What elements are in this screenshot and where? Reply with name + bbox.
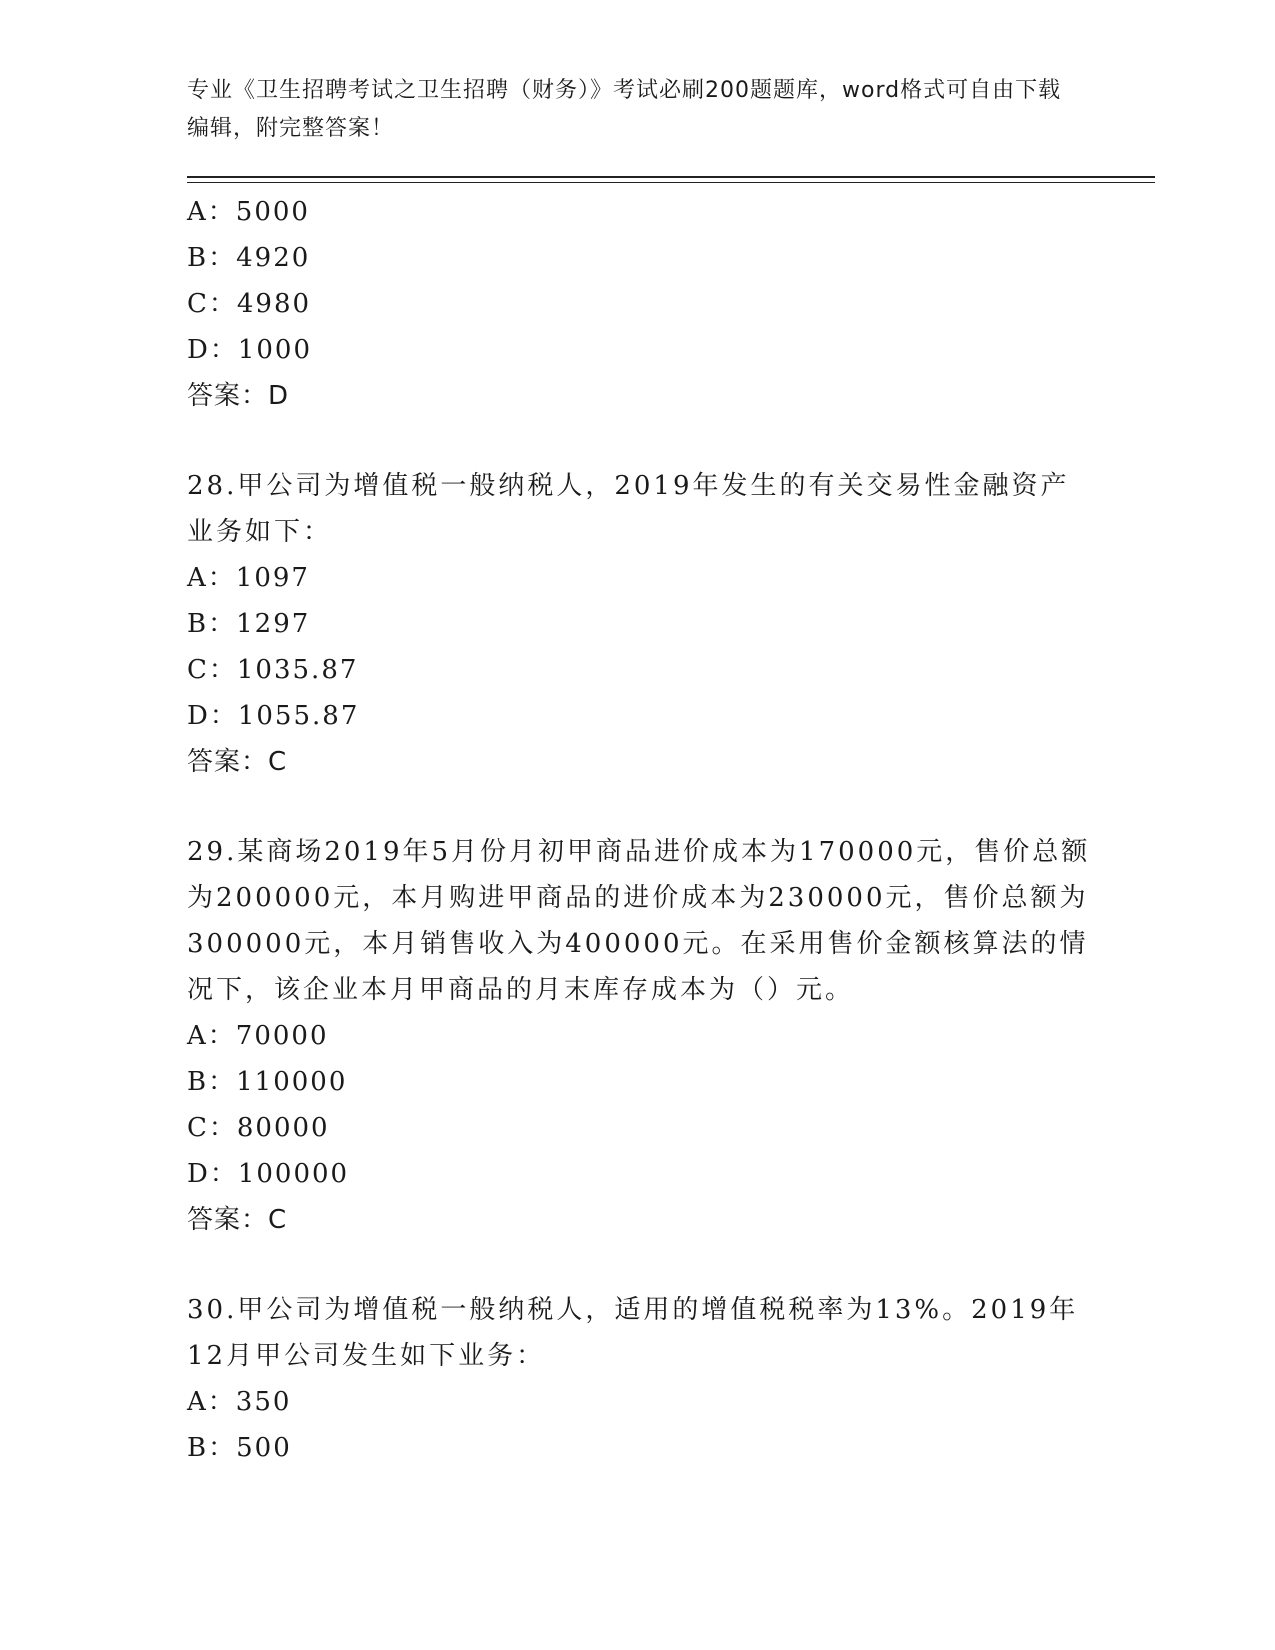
question-30 [187,1287,1097,1471]
answer: 答案：C [187,1205,288,1235]
question-stem: 30.甲公司为增值税一般纳税人，适用的增值税税率为13%。2019年12月甲公司发生如下业务： [187,1295,1079,1371]
question-list [187,189,1097,1471]
option-a: A：5000 [187,197,310,227]
option-b: B：110000 [187,1067,348,1097]
question-stem: 29.某商场2019年5月份月初甲商品进价成本为170000元，售价总额为200000元，本月购进甲商品的进价成本为230000元，售价总额为300000元，本月销售收入为400000元。在采用售价金额核算法的情况下，该企业本月甲商品的月末库存成本为（）元。 [187,837,1091,1005]
question-27-continued [187,189,1097,419]
option-c: C：80000 [187,1113,330,1143]
question-stem: 28.甲公司为增值税一般纳税人，2019年发生的有关交易性金融资产业务如下： [187,471,1070,547]
option-d: D：1055.87 [187,701,360,731]
option-b: B：500 [187,1433,292,1463]
document-header: 专业《卫生招聘考试之卫生招聘（财务）》考试必刷200题题库，word格式可自由下载编辑，附完整答案！ [187,78,1062,141]
question-28 [187,463,1097,785]
spacer [187,1243,1097,1287]
option-a: A：350 [187,1387,292,1417]
header-rule-thin [187,182,1155,183]
option-b: B：1297 [187,609,311,639]
option-a: A：70000 [187,1021,329,1051]
option-d: D：1000 [187,335,313,365]
answer: 答案：C [187,747,288,777]
answer: 答案：D [187,381,290,411]
spacer [187,419,1097,463]
option-c: C：1035.87 [187,655,359,685]
option-d: D：100000 [187,1159,350,1189]
option-a: A：1097 [187,563,310,593]
spacer [187,785,1097,829]
header-rule-thick [187,176,1155,178]
option-c: C：4980 [187,289,312,319]
option-b: B：4920 [187,243,311,273]
question-29 [187,829,1097,1243]
